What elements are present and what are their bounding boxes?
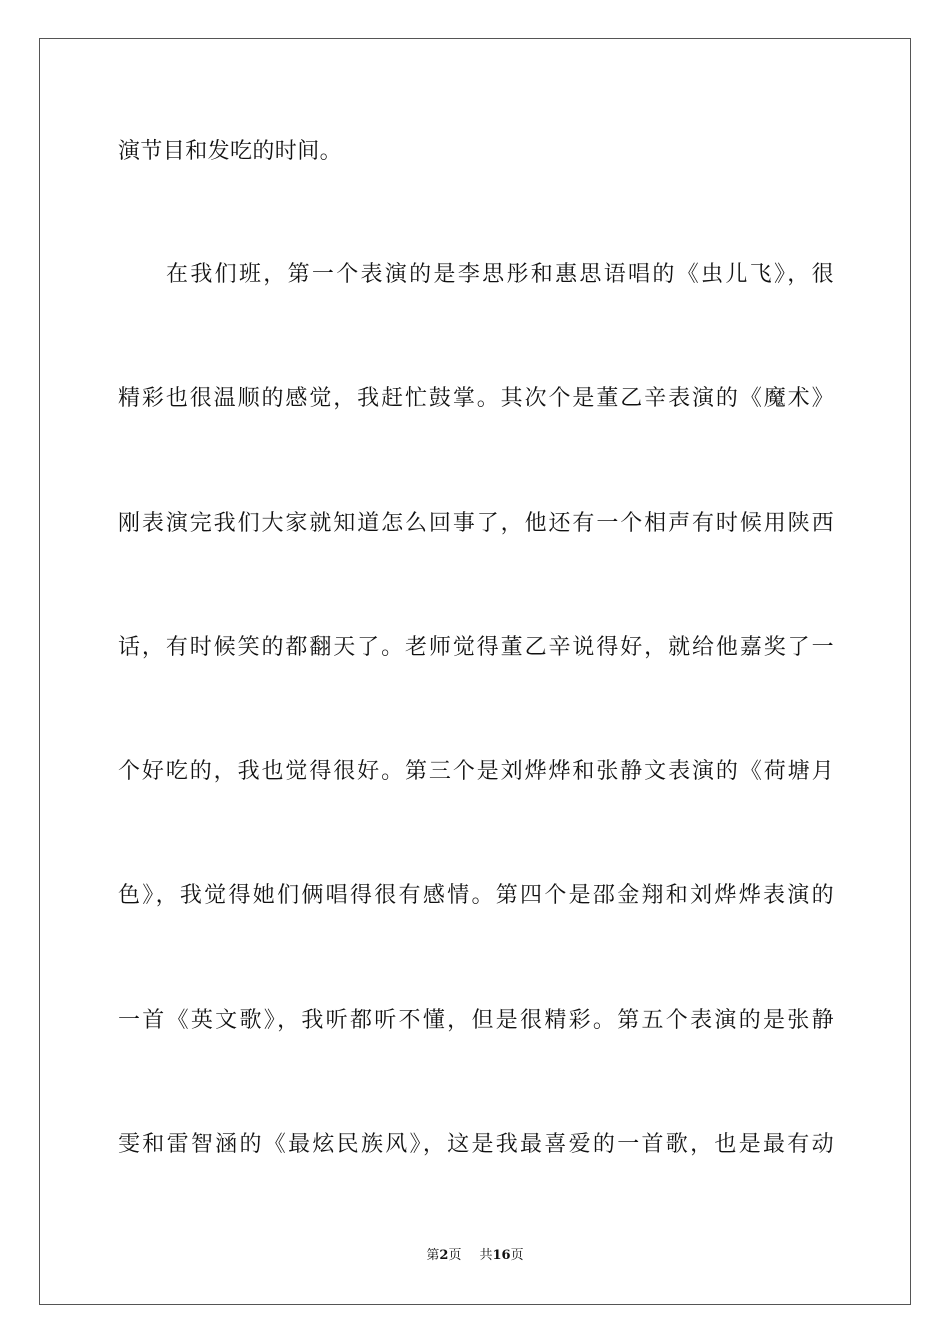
- text-line-2: 在我们班，第一个表演的是李思彤和惠思语唱的《虫儿飞》，很: [166, 262, 834, 287]
- text-line-1: 演节目和发吃的时间。: [118, 139, 343, 164]
- page-footer: [0, 1247, 950, 1265]
- text-line-8: 一首《英文歌》，我听都听不懂，但是很精彩。第五个表演的是张静: [118, 1008, 834, 1033]
- page-border: [39, 38, 911, 1305]
- text-line-5: 话，有时候笑的都翻天了。老师觉得董乙辛说得好，就给他嘉奖了一: [118, 635, 834, 660]
- text-line-9: 雯和雷智涵的《最炫民族风》，这是我最喜爱的一首歌，也是最有动: [118, 1132, 834, 1157]
- page-prefix: 第: [426, 1248, 440, 1263]
- text-line-4: 刚表演完我们大家就知道怎么回事了，他还有一个相声有时候用陕西: [118, 511, 834, 536]
- text-line-3: 精彩也很温顺的感觉，我赶忙鼓掌。其次个是董乙辛表演的《魔术》: [118, 386, 834, 411]
- page-suffix: 页: [448, 1248, 462, 1263]
- page-number: 2: [439, 1248, 449, 1263]
- text-line-6: 个好吃的，我也觉得很好。第三个是刘烨烨和张静文表演的《荷塘月: [118, 759, 834, 784]
- total-prefix: 共: [479, 1248, 493, 1263]
- total-suffix: 页: [510, 1248, 524, 1263]
- text-line-7: 色》，我觉得她们俩唱得很有感情。第四个是邵金翔和刘烨烨表演的: [118, 883, 834, 908]
- total-pages: 16: [492, 1248, 511, 1263]
